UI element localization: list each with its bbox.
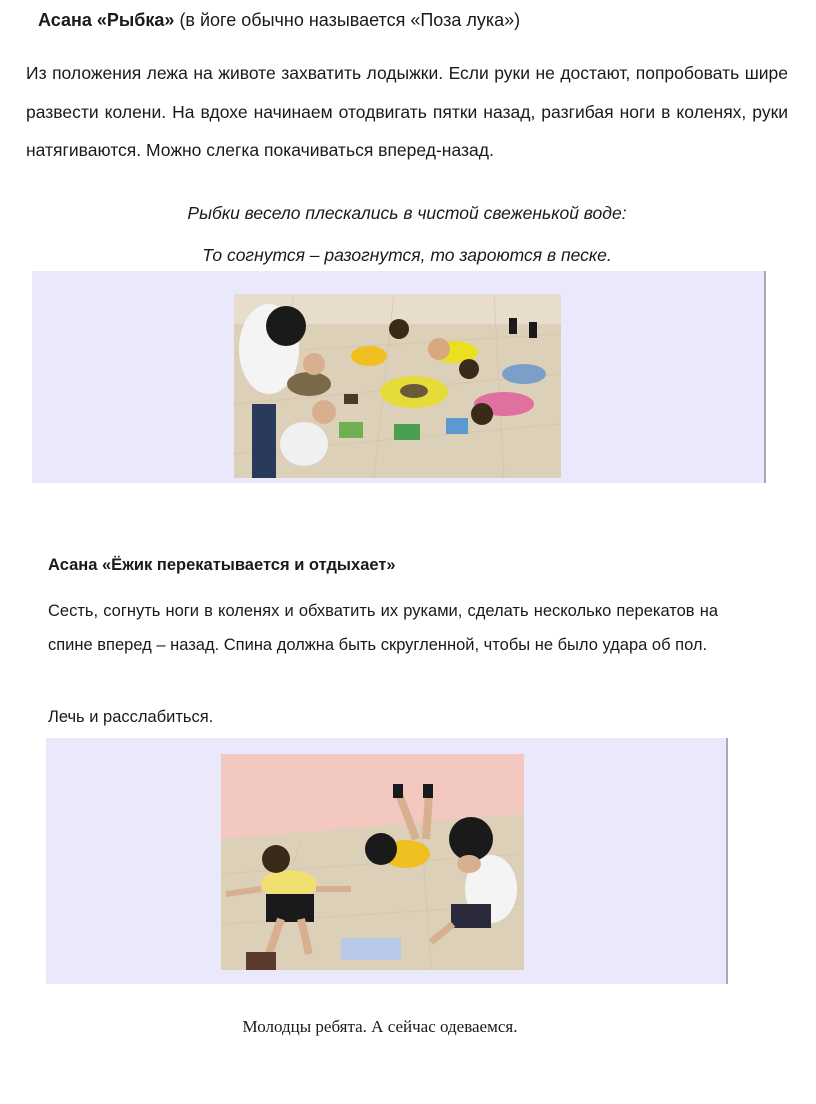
closing-text: Молодцы ребята. А сейчас одеваемся. [242, 1017, 518, 1036]
section2-title: Асана «Ёжик перекатывается и отдыхает» [48, 556, 396, 574]
section1-title-bold: Асана «Рыбка» [38, 10, 175, 30]
photo-hedgehog-pose [221, 754, 524, 970]
poem-line-2: То согнутся – разогнутся, то зароются в песке. [202, 245, 612, 265]
section2-instructions: Сесть, согнуть ноги в коленях и обхватить их руками, сделать несколько перекатов на спине вперед – назад. Спина должна быть скругленной, чтобы не было удара об пол. [48, 602, 718, 654]
section1-title-rest: (в йоге обычно называется «Поза лука») [174, 10, 521, 30]
section2-rest: Лечь и расслабиться. [48, 708, 214, 726]
photo-fish-pose [234, 294, 561, 478]
section1-instructions: Из положения лежа на животе захватить лодыжки. Если руки не достают, попробовать шире развести колени. На вдохе начинаем отодвигать пятки назад, разгибая ноги в коленях, руки натягиваются. Можно слегка покачиваться вперед-назад. [26, 63, 788, 160]
poem-line-1: Рыбки весело плескались в чистой свеженькой воде: [187, 203, 627, 223]
section1-title [38, 10, 520, 31]
